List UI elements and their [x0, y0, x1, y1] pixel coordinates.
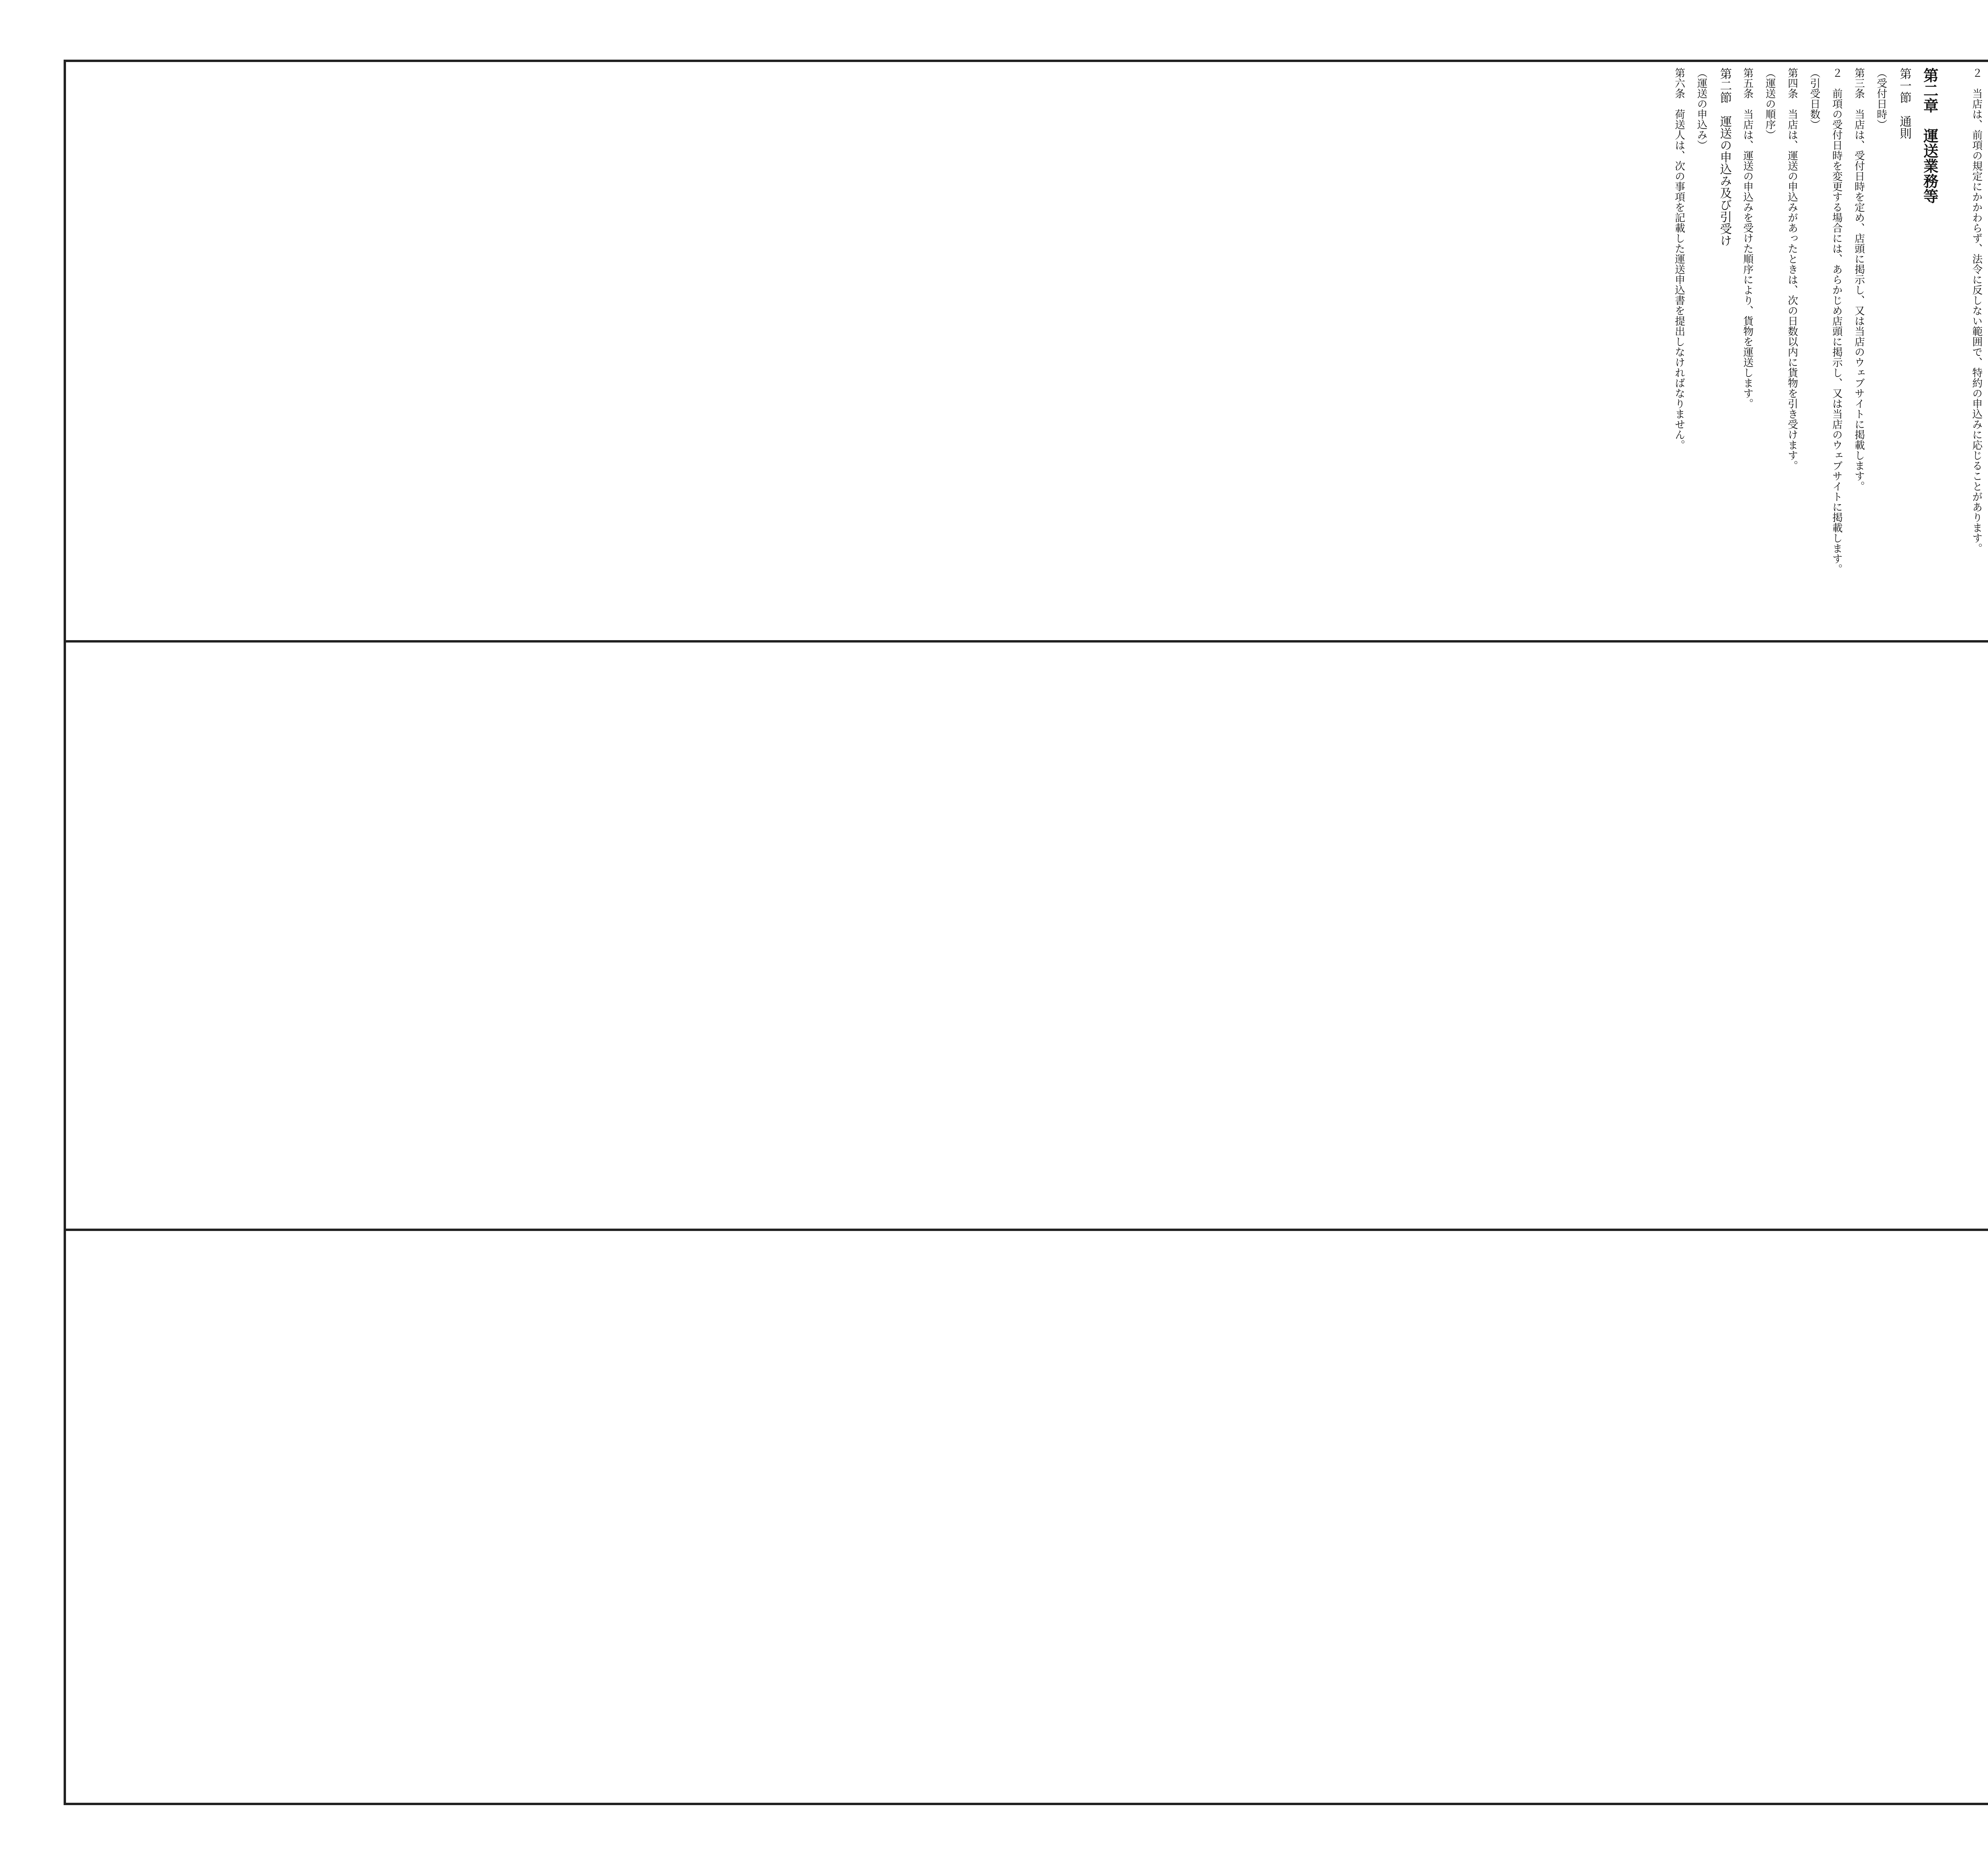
- article-title: （引受日数）: [1808, 68, 1820, 130]
- article-text: ２ 当店は、前項の規定にかかわらず、法令に反しない範囲で、特約の申込みに応じることがあります。: [1971, 68, 1982, 553]
- article-text: 第四条 当店は、運送の申込みがあったときは、次の日数以内に貨物を引き受けます。: [1786, 68, 1798, 471]
- bottom-columns: [72, 1237, 1988, 1798]
- document-frame: [64, 60, 1988, 1805]
- top-columns: [72, 68, 1988, 635]
- article-text: 第三条 当店は、受付日時を定め、店頭に掲示し、又は当店のウェブサイトに掲載します。: [1853, 68, 1865, 491]
- article-text: ２ 前項の受付日時を変更する場合には、あらかじめ店頭に掲示し、又は当店のウェブサイトに掲載します。: [1831, 68, 1842, 574]
- chapter-2-heading: 第二章 運送業務等: [1921, 68, 1938, 204]
- article-title: （運送の順序）: [1764, 68, 1776, 140]
- band-middle: [66, 643, 1988, 1231]
- band-top: [66, 62, 1988, 643]
- article-text: 第六条 荷送人は、次の事項を記載した運送申込書を提出しなければなりません。: [1673, 68, 1685, 450]
- article-title: （受付日時）: [1875, 68, 1887, 130]
- middle-columns: [72, 648, 1988, 1223]
- article-title: （運送の申込み）: [1695, 68, 1707, 150]
- band-bottom: [66, 1231, 1988, 1804]
- section-heading: 第一節 通則: [1897, 68, 1911, 139]
- article-text: 第五条 当店は、運送の申込みを受けた順序により、貨物を運送します。: [1741, 68, 1753, 409]
- section-heading: 第二節 運送の申込み及び引受け: [1718, 68, 1732, 247]
